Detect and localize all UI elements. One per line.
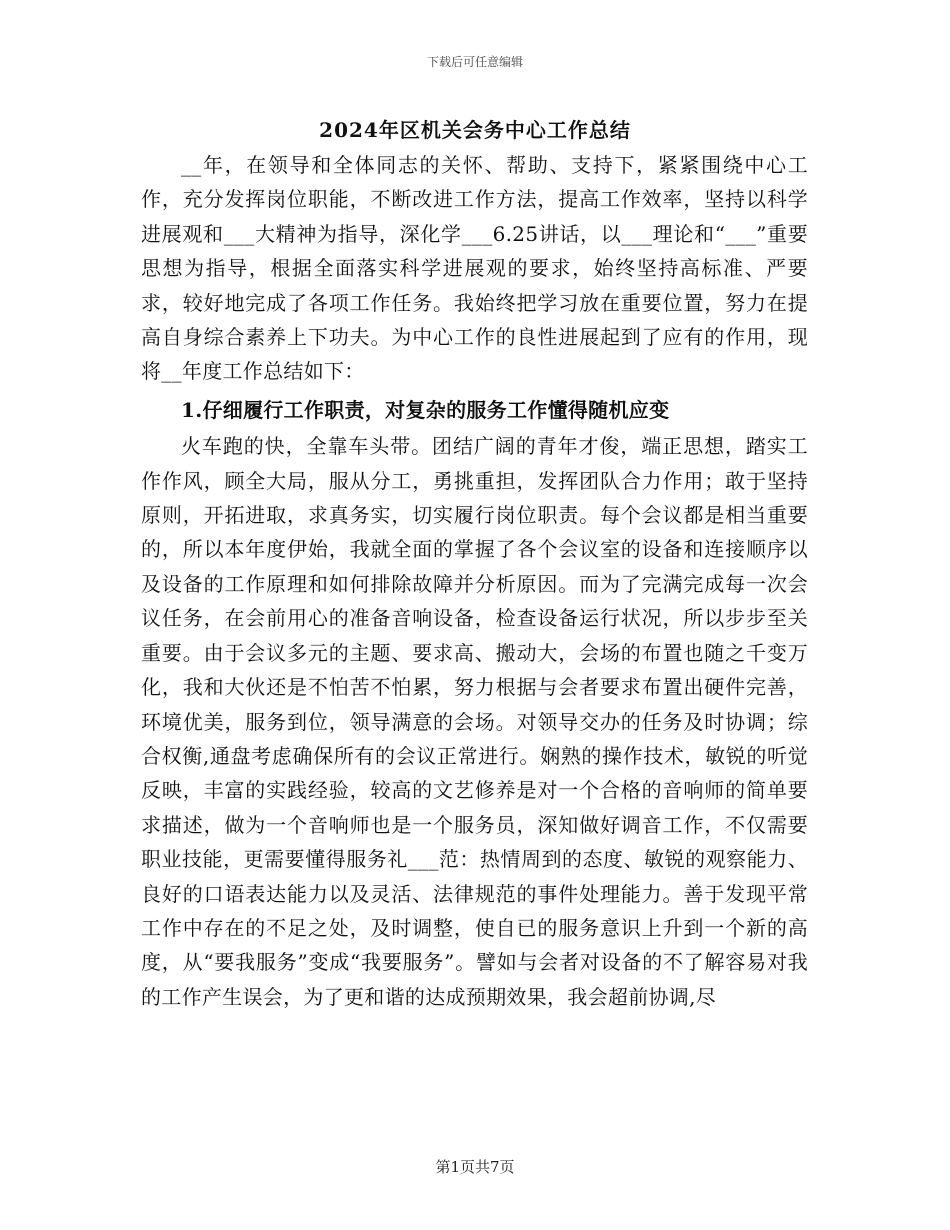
section-heading: 1.仔细履行工作职责，对复杂的服务工作懂得随机应变	[181, 397, 670, 422]
document-title: 2024年区机关会务中心工作总结	[319, 118, 631, 142]
page-footer: 第1页共7页	[435, 1158, 515, 1176]
intro-paragraph: __年，在领导和全体同志的关怀、帮助、支持下，紧紧围绕中心工作，充分发挥岗位职能，不断改进工作方法，提高工作效率，坚持以科学进展观和___大精神为指导，深化学___6.25讲话，以___理论和“___”重要思想为指导，根据全面落实科学进展观的要求，始终坚持高标准、严要求，较好地完成了各项工作任务。我始终把学习放在重要位置，努力在提高自身综合素养上下功夫。为中心工作的良性进展起到了应有的作用，现将__年度工作总结如下：	[141, 153, 808, 384]
body-paragraph: 火车跑的快，全靠车头带。团结广阔的青年才俊，端正思想，踏实工作作风，顾全大局，服从分工，勇挑重担，发挥团队合力作用；敢于坚持原则，开拓进取，求真务实，切实履行岗位职责。每个会议都是相当重要的，所以本年度伊始，我就全面的掌握了各个会议室的设备和连接顺序以及设备的工作原理和如何排除故障并分析原因。而为了完满完成每一次会议任务，在会前用心的准备音响设备，检查设备运行状况，所以步步至关重要。由于会议多元的主题、要求高、搬动大，会场的布置也随之千变万化，我和大伙还是不怕苦不怕累，努力根据与会者要求布置出硬件完善，环境优美，服务到位，领导满意的会场。对领导交办的任务及时协调；综合权衡,通盘考虑确保所有的会议正常进行。娴熟的操作技术，敏锐的听觉反映，丰富的实践经验，较高的文艺修养是对一个合格的音响师的简单要求描述，做为一个音响师也是一个服务员，深知做好调音工作，不仅需要职业技能，更需要懂得服务礼___范：热情周到的态度、敏锐的观察能力、良好的口语表达能力以及灵活、法律规范的事件处理能力。善于发现平常工作中存在的不足之处，及时调整，使自已的服务意识上升到一个新的高度，从“要我服务”变成“我要服务”。譬如与会者对设备的不了解容易对我的工作产生误会，为了更和谐的达成预期效果，我会超前协调,尽	[141, 434, 808, 1009]
header-note: 下载后可任意编辑	[426, 55, 523, 69]
document-body	[141, 148, 808, 1014]
